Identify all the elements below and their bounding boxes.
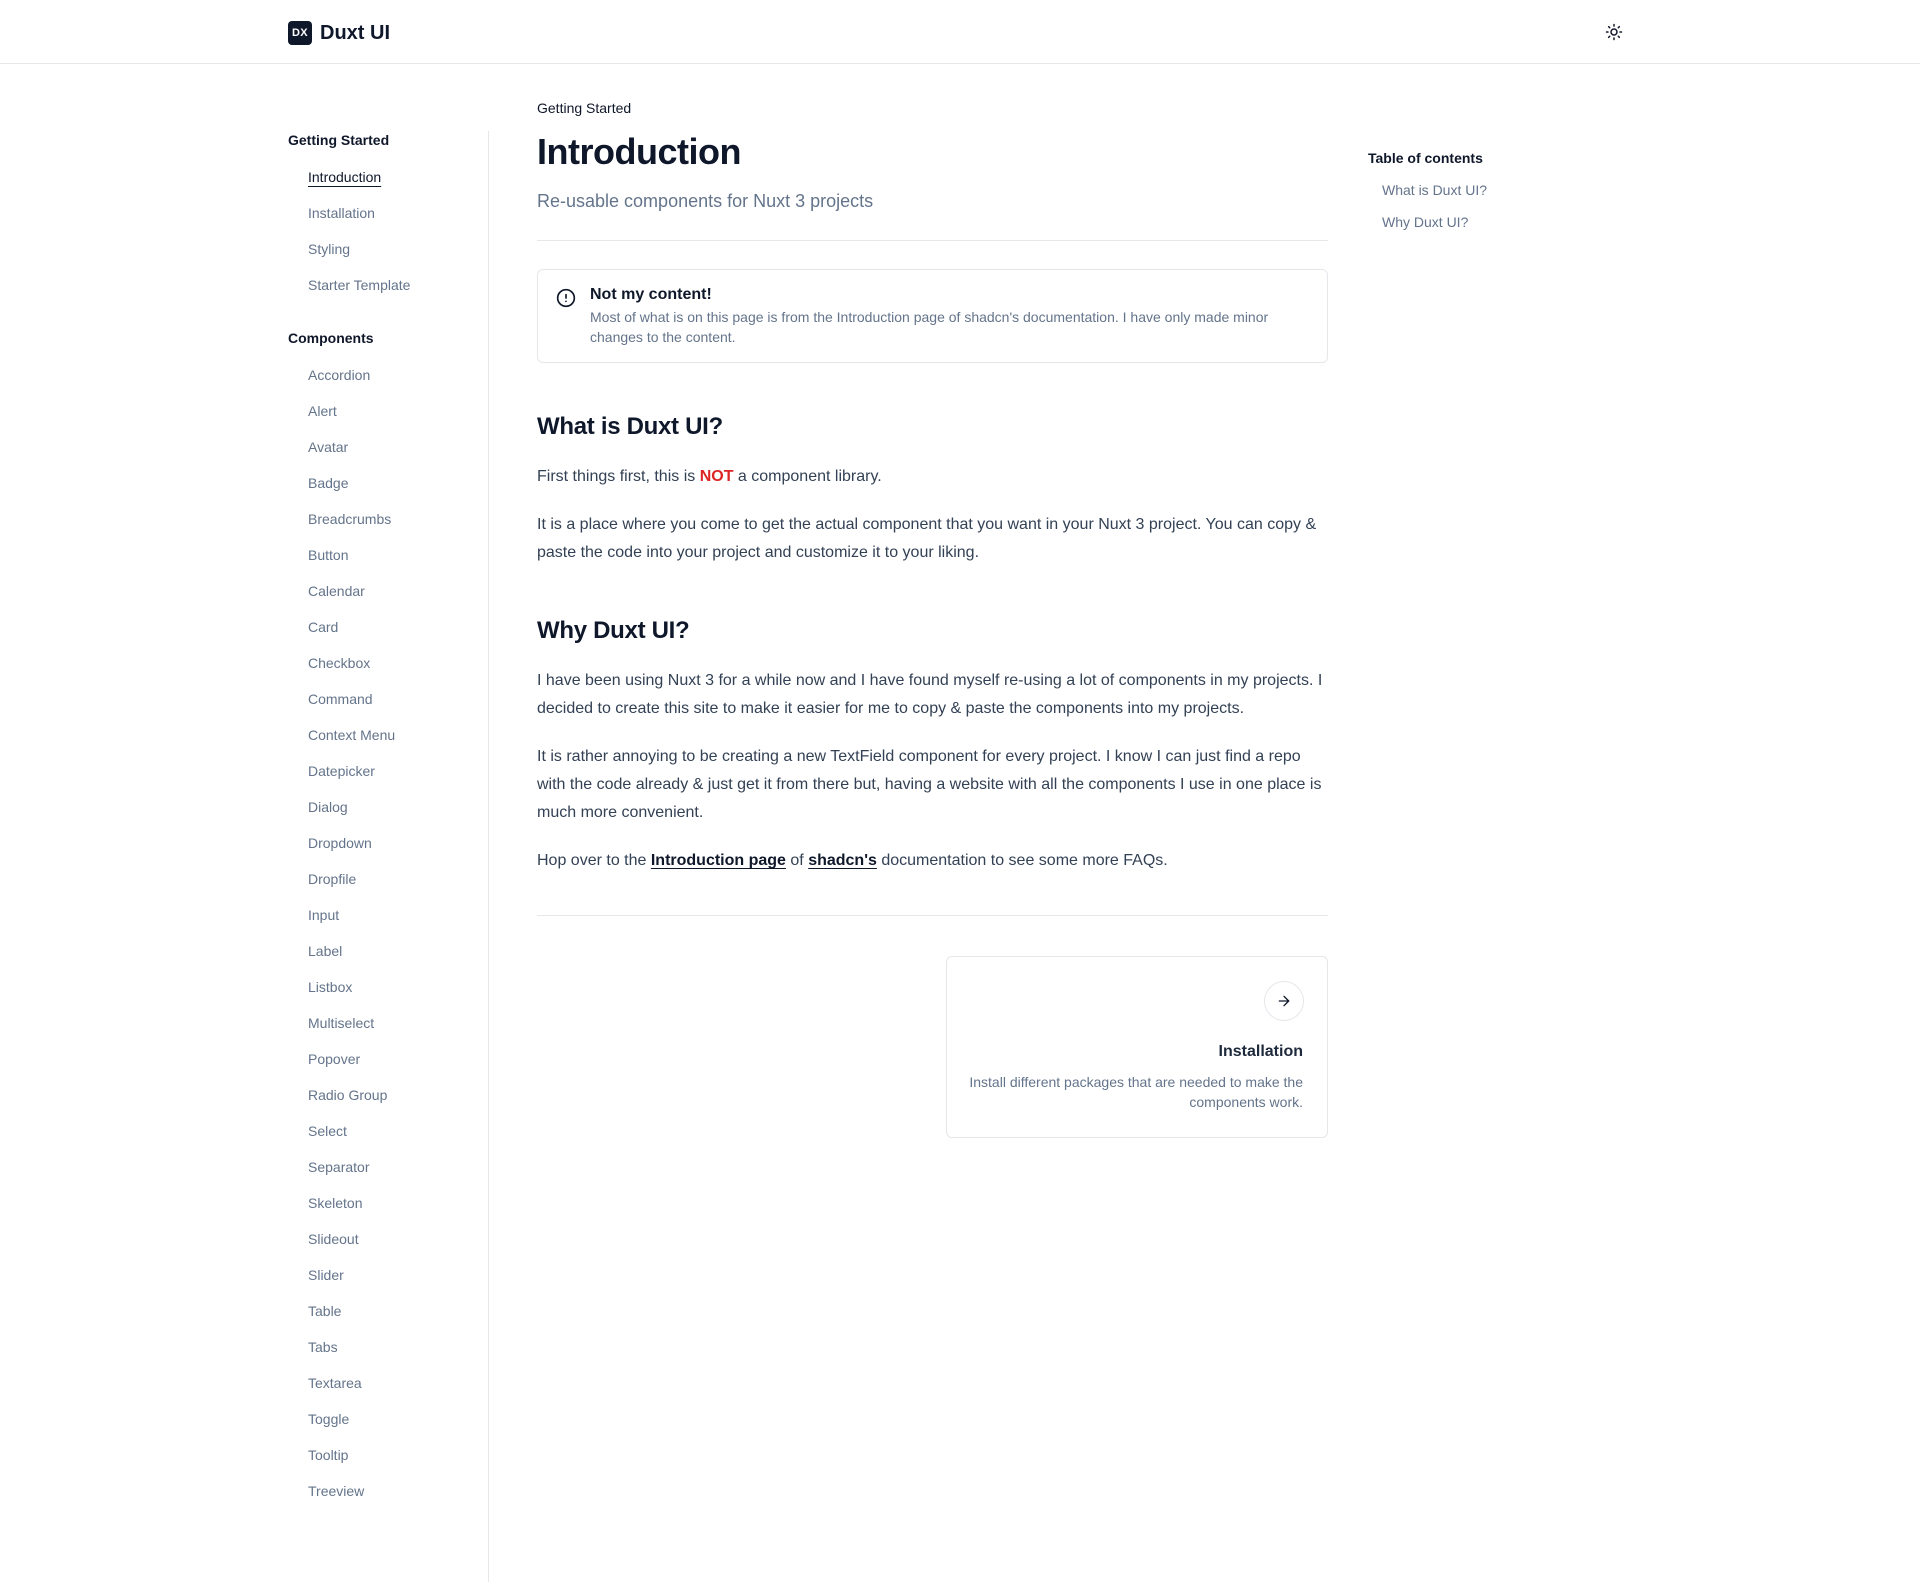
sidebar-item-label: Checkbox [308,655,371,671]
main-content [537,98,1328,1138]
sidebar-item-treeview[interactable] [288,1474,488,1510]
sidebar-item-listbox[interactable] [288,970,488,1006]
sidebar-item-label: Context Menu [308,727,396,743]
sidebar-item-avatar[interactable] [288,430,488,466]
sidebar-item-label: Accordion [308,367,371,383]
sidebar-item-label: Calendar [308,583,365,599]
sidebar-item-calendar[interactable] [288,574,488,610]
callout-text: Most of what is on this page is from the Introduction page of shadcn's documentation. I have only made minor changes to the content. [590,309,1269,345]
shadcn-link[interactable]: shadcn's [808,852,877,869]
sidebar-divider [488,131,489,1582]
sidebar-item-label: Slideout [308,1231,359,1247]
sidebar-item-label: Radio Group [308,1087,388,1103]
divider [537,240,1328,241]
sidebar-item-label: Textarea [308,1375,362,1391]
sidebar-item-textarea[interactable] [288,1366,488,1402]
theme-toggle-button[interactable] [1600,20,1628,44]
page-subtitle: Re-usable components for Nuxt 3 projects [537,191,874,211]
arrow-right-icon [1276,993,1292,1009]
breadcrumb: Getting Started [537,100,632,116]
top-navbar [0,0,1920,64]
sidebar-item-introduction[interactable] [288,160,488,196]
toc-item-what-is-duxt-ui[interactable]: What is Duxt UI? [1382,182,1488,198]
sidebar-item-label: Multiselect [308,1015,375,1031]
text: First things first, this is [537,468,700,485]
introduction-page-link[interactable]: Introduction page [650,852,786,869]
sidebar-item-label: Label [308,943,343,959]
toc-item-why-duxt-ui[interactable]: Why Duxt UI? [1382,214,1469,230]
nav-group-getting-started [288,130,488,304]
sidebar-item-label: Breadcrumbs [308,511,392,527]
sidebar-item-alert[interactable] [288,394,488,430]
sidebar-item-label: Datepicker [308,763,375,779]
sidebar-item-label: Dropdown [308,835,372,851]
emphasis-not: NOT [699,468,734,485]
sidebar-item-skeleton[interactable] [288,1186,488,1222]
sidebar-item-label: Select [308,1123,347,1139]
sidebar-item-badge[interactable] [288,466,488,502]
sidebar-item-slider[interactable] [288,1258,488,1294]
sidebar-item-select[interactable] [288,1114,488,1150]
sidebar-item-radio-group[interactable] [288,1078,488,1114]
sidebar-item-label: Styling [308,241,351,257]
sidebar-item-label: Installation [308,205,375,221]
sidebar-item-label: Slider [308,1267,344,1283]
sidebar-item-label: Treeview [308,1483,365,1499]
sidebar-item-label: Popover [308,1051,361,1067]
sidebar-item-label: Toggle [308,1411,350,1427]
sidebar-item-label: Tooltip [308,1447,349,1463]
sidebar-item-tabs[interactable] [288,1330,488,1366]
nav-group-title: Getting Started [288,132,390,148]
info-circle-icon [556,288,576,308]
sidebar-item-label: Dialog [308,799,348,815]
divider [537,915,1328,916]
sidebar-item-dropdown[interactable] [288,826,488,862]
sidebar-item-separator[interactable] [288,1150,488,1186]
sidebar-item-command[interactable] [288,682,488,718]
sidebar-item-label: Introduction [308,169,382,185]
sidebar-item-styling[interactable] [288,232,488,268]
sidebar-item-dialog[interactable] [288,790,488,826]
next-page-title: Installation [1218,1043,1303,1060]
sidebar-item-slideout[interactable] [288,1222,488,1258]
text: Hop over to the [537,852,651,869]
sidebar-item-starter-template[interactable] [288,268,488,304]
table-of-contents [1368,148,1568,244]
sidebar-item-label: Skeleton [308,1195,363,1211]
sidebar-item-label: Tabs [308,1339,338,1355]
next-arrow-button [1264,981,1304,1021]
text: documentation to see some more FAQs. [876,852,1168,869]
paragraph [537,463,1328,491]
callout-title: Not my content! [590,286,712,303]
sidebar-item-input[interactable] [288,898,488,934]
sidebar-item-breadcrumbs[interactable] [288,502,488,538]
sidebar-item-label: Card [308,619,339,635]
section-heading-why: Why Duxt UI? [537,617,690,644]
sidebar-item-label: Listbox [308,979,353,995]
sidebar-item-datepicker[interactable] [288,754,488,790]
alert-callout [537,269,1328,363]
paragraph: It is rather annoying to be creating a new TextField component for every project. I know I can just find a repo with the code already & just get it from there but, having a website with all the components I use in one place is much more convenient. [537,748,1322,821]
sidebar-item-table[interactable] [288,1294,488,1330]
sidebar-item-accordion[interactable] [288,358,488,394]
next-page-card[interactable] [946,956,1328,1138]
nav-group-components [288,328,488,1510]
brand-name: Duxt UI [320,21,390,44]
sidebar-nav [288,130,488,1510]
paragraph: I have been using Nuxt 3 for a while now and I have found myself re-using a lot of components in my projects. I decided to create this site to make it easier for me to copy & paste the components into my projects. [537,672,1323,717]
paragraph [537,847,1328,875]
sidebar-item-context-menu[interactable] [288,718,488,754]
toc-list [1368,180,1568,244]
sidebar-item-label: Alert [308,403,337,419]
sidebar-item-toggle[interactable] [288,1402,488,1438]
nav-list [288,358,488,1510]
sidebar-item-label: Input [308,907,340,923]
text: of [785,852,809,869]
sidebar-item-label: Starter Template [308,277,411,293]
nav-list [288,160,488,304]
sidebar-item-installation[interactable] [288,196,488,232]
sun-icon [1605,23,1623,41]
page-title: Introduction [537,131,741,172]
section-heading-what-is: What is Duxt UI? [537,413,723,440]
sidebar-item-label: Table [308,1303,342,1319]
nav-group-title: Components [288,330,374,346]
sidebar-item-label: Dropfile [308,871,357,887]
sidebar-item-multiselect[interactable] [288,1006,488,1042]
next-page-description: Install different packages that are needed to make the components work. [969,1074,1303,1110]
sidebar-item-label: Separator [308,1159,370,1175]
brand-home-link[interactable] [288,20,390,46]
sidebar-item-label: Avatar [308,439,349,455]
sidebar-item-button[interactable] [288,538,488,574]
sidebar-item-label: Button [308,547,349,563]
sidebar-item-dropfile[interactable] [288,862,488,898]
sidebar-item-card[interactable] [288,610,488,646]
toc-title: Table of contents [1368,150,1483,166]
sidebar-item-popover[interactable] [288,1042,488,1078]
sidebar-item-label[interactable] [288,934,488,970]
text: a component library. [733,468,882,485]
sidebar-item-label: Badge [308,475,349,491]
sidebar-item-tooltip[interactable] [288,1438,488,1474]
sidebar-item-label: Command [308,691,373,707]
logo-icon: DX [288,21,312,45]
sidebar-item-checkbox[interactable] [288,646,488,682]
paragraph: It is a place where you come to get the actual component that you want in your Nuxt 3 project. You can copy & paste the code into your project and customize it to your liking. [537,516,1317,561]
page-pagination [537,956,1328,1138]
